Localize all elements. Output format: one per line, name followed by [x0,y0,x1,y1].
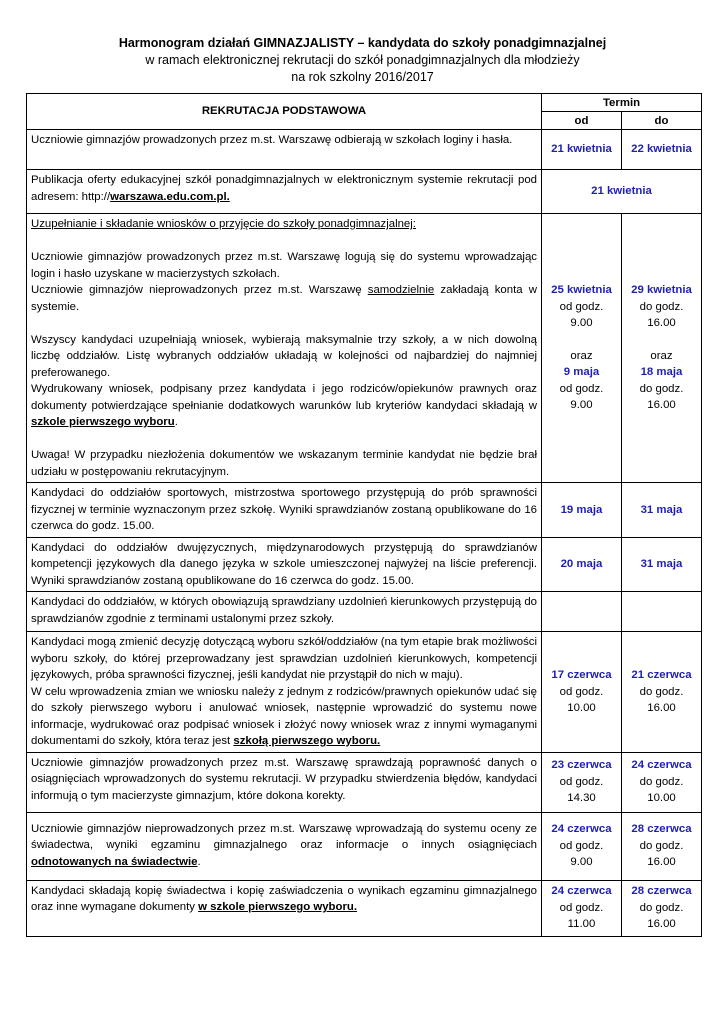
date-from: 17 czerwca od godz. 10.00 [542,632,622,753]
table-row [27,170,702,214]
row-description: Uzupełnianie i składanie wniosków o przyjęcie do szkoły ponadgimnazjalnej: Uczniowie gimnazjów prowadzonych przez m.st. Warszawę logują się do systemu wprowadzając login i hasło uzyskane w macierzystych szkołach. Uczniowie gimnazjów nieprowadzonych przez m.st. Warszawę samodzielnie zakładają konta w systemie. Wszyscy kandydaci uzupełniają wniosek, wybierają maksymalnie trzy szkoły, a w nich dowolną liczbę oddziałów. Listę wybranych oddziałów układają w kolejności od najbardziej do najmniej preferowanego. Wydrukowany wniosek, podpisany przez kandydata i jego rodziców/opiekunów prawnych oraz dokumenty potwierdzające spełnianie dodatkowych warunków lub kryteriów kandydaci składają w szkole pierwszego wyboru. Uwaga! W przypadku niezłożenia dokumentów we wskazanym terminie kandydat nie będzie brał udziału w postępowaniu rekrutacyjnym. [27,214,542,483]
row-description: Kandydaci do oddziałów, w których obowiązują sprawdziany uzdolnień kierunkowych przystępują do sprawdzianów zgodnie z terminami ustalonymi przez szkoły. [27,592,542,632]
table-row [27,214,702,483]
schedule-table [26,93,702,937]
row-description: Uczniowie gimnazjów prowadzonych przez m.st. Warszawę sprawdzają poprawność danych o osiągnięciach wprowadzonych do systemu rekrutacji. W przypadku stwierdzenia błędów, kandydaci informują o tym macierzyste gimnazjum, które dokona korekty. [27,752,542,812]
termin-header: Termin [542,94,702,112]
do-header: do [622,112,702,130]
date-to: 28 czerwca do godz. 16.00 [622,880,702,936]
row-description: Kandydaci do oddziałów sportowych, mistrzostwa sportowego przystępują do prób sprawności fizycznej w terminie wyznaczonym przez szkołę. Wyniki sprawdzianów zostaną opublikowane do 16 czerwca do godz. 15.00. [27,483,542,538]
table-row [27,483,702,538]
od-header: od [542,112,622,130]
table-row [27,752,702,812]
date-to: 24 czerwca do godz. 10.00 [622,752,702,812]
document-title [0,35,725,86]
title-line-1: Harmonogram działań GIMNAZJALISTY – kandydata do szkoły ponadgimnazjalnej [118,36,607,50]
date-from: 19 maja [542,483,622,538]
row-description: Uczniowie gimnazjów prowadzonych przez m.st. Warszawę odbierają w szkołach loginy i hasła. [27,130,542,170]
title-line-3: na rok szkolny 2016/2017 [291,70,434,84]
date-to: 31 maja [622,483,702,538]
date-from: 21 kwietnia [542,130,622,170]
title-line-2: w ramach elektronicznej rekrutacji do szkół ponadgimnazjalnych dla młodzieży [145,53,580,67]
table-row [27,130,702,170]
date-from: 23 czerwca od godz. 14.30 [542,752,622,812]
table-row [27,880,702,936]
date-to: 28 czerwca do godz. 16.00 [622,812,702,880]
section-header: REKRUTACJA PODSTAWOWA [27,94,542,130]
row-description: Kandydaci składają kopię świadectwa i kopię zaświadczenia o wynikach egzaminu gimnazjalnego oraz inne wymagane dokumenty w szkole pierwszego wyboru. [27,880,542,936]
date-to: 21 czerwca do godz. 16.00 [622,632,702,753]
date-single: 21 kwietnia [542,170,702,214]
date-from: 24 czerwca od godz. 11.00 [542,880,622,936]
date-from: 24 czerwca od godz. 9.00 [542,812,622,880]
row-description: Kandydaci mogą zmienić decyzję dotyczącą wyboru szkół/oddziałów (na tym etapie brak możliwości wyboru szkoły, do której przeprowadzany jest sprawdzian uzdolnień kierunkowych, kompetencji językowych, próba sprawności fizycznej, jeśli kandydat nie przystąpił do nich w maju). W celu wprowadzenia zmian we wniosku należy z jednym z rodziców/prawnych opiekunów udać się do szkoły pierwszego wyboru i anulować wniosek, następnie wprowadzić do systemu nowe informacje, wydrukować oraz podpisać wniosek i złożyć nowy wniosek wraz z innymi wymaganymi dokumentami do szkoły, która teraz jest szkołą pierwszego wyboru. [27,632,542,753]
row-description: Uczniowie gimnazjów nieprowadzonych przez m.st. Warszawę wprowadzają do systemu oceny ze świadectwa, wyniki egzaminu gimnazjalnego oraz informacje o innych osiągnięciach odnotowanych na świadectwie. [27,812,542,880]
date-to: 31 maja [622,537,702,592]
date-to: 29 kwietnia do godz. 16.00 oraz 18 maja do godz. 16.00 [622,214,702,483]
date-to [622,592,702,632]
table-row [27,537,702,592]
row-description: Publikacja oferty edukacyjnej szkół ponadgimnazjalnych w elektronicznym systemie rekrutacji pod adresem: http://warszawa.edu.com.pl. [27,170,542,214]
table-header-row [27,94,702,112]
row-heading: Uzupełnianie i składanie wniosków o przyjęcie do szkoły ponadgimnazjalnej: [31,218,416,230]
row-description: Kandydaci do oddziałów dwujęzycznych, międzynarodowych przystępują do sprawdzianów kompetencji językowych dla danego języka w szkole umieszczonej najwyżej na liście preferencji. Wyniki sprawdzianów zostaną opublikowane do 16 czerwca do godz. 15.00. [27,537,542,592]
date-from: 25 kwietnia od godz. 9.00 oraz 9 maja od godz. 9.00 [542,214,622,483]
table-row [27,632,702,753]
date-from [542,592,622,632]
url-link[interactable]: warszawa.edu.com.pl. [110,190,230,203]
date-to: 22 kwietnia [622,130,702,170]
date-from: 20 maja [542,537,622,592]
table-row [27,592,702,632]
table-row [27,812,702,880]
